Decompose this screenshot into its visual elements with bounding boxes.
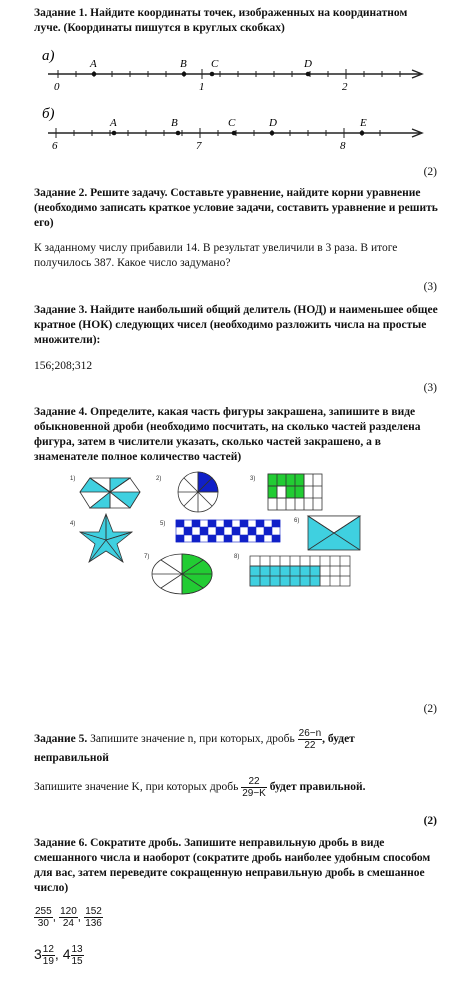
svg-text:1: 1	[199, 81, 205, 93]
fraction-2: $\frac{120}{24}$	[60, 906, 77, 929]
mixed-1-whole: 3	[34, 946, 42, 963]
point-a	[92, 72, 97, 77]
svg-text:2: 2	[342, 81, 348, 93]
svg-text:0: 0	[54, 81, 60, 93]
mixed-2-whole: 4	[62, 946, 71, 963]
fraction-3: $\frac{152}{136}$	[85, 906, 102, 929]
figure-8-grid	[250, 556, 350, 586]
fraction-figures	[68, 470, 364, 598]
point-c	[210, 72, 215, 77]
svg-text:2): 2)	[156, 476, 162, 482]
mixed-1-frac: $\frac{12}{19}$	[42, 944, 54, 967]
svg-text:E: E	[360, 117, 367, 129]
figure-2-circle	[178, 472, 218, 512]
svg-text:8: 8	[340, 140, 346, 152]
svg-text:7): 7)	[144, 554, 150, 560]
svg-text:D: D	[269, 117, 277, 129]
task3-title: Задание 3. Найдите наибольший общий делитель (НОД) и наименьшее общее кратное (НОК) следующих чисел (необходимо разложить числа на простые множители):	[34, 304, 438, 346]
svg-text:6: 6	[52, 140, 58, 152]
svg-text:C: C	[228, 117, 236, 129]
figure-3-grid	[268, 474, 322, 510]
task5-line1: Задание 5. Запишите значение n, при которых, дробь $\frac{26-n}{22}$ , будет неправильной	[34, 728, 355, 764]
mixed-2-frac: $\frac{13}{15}$	[71, 944, 83, 967]
task4-score: (2)	[423, 703, 437, 715]
task3-score: (3)	[423, 382, 437, 394]
task5-line1-tail: неправильной	[34, 752, 109, 764]
svg-text:1): 1)	[70, 476, 76, 482]
svg-text:A: A	[90, 58, 97, 70]
svg-text:C: C	[211, 58, 219, 70]
point-d	[306, 72, 311, 77]
task5-title: Задание 5.	[34, 733, 88, 746]
figure-6-envelope	[308, 516, 360, 550]
task4-title: Задание 4. Определите, какая часть фигуры закрашена, запишите в виде обыкновенной дроби (необходимо посчитать, на сколько частей разделена фигура, затем в числители указать, сколько частей закрашено, а в знаменателе полное количество частей)	[34, 406, 421, 463]
task6-title: Задание 6. Сократите дробь. Запишите неправильную дробь в виде смешанного числа и наоборот (сократите дробь наиболее удобным способом для вас, затем переведите сокращенную неправильную дробь в смешанное число)	[34, 837, 431, 894]
svg-text:4): 4)	[70, 521, 76, 527]
point-b	[182, 72, 187, 77]
fraction-1: $\frac{255}{30}$	[35, 906, 52, 929]
task2-score: (3)	[423, 281, 437, 293]
ray-b-label: б)	[42, 106, 55, 122]
task1-title: Задание 1. Найдите координаты точек, изображенных на координатном луче. (Координаты пишутся в круглых скобках)	[34, 7, 408, 34]
svg-text:8): 8)	[234, 554, 240, 560]
task6-mixed: 3 $\frac{12}{19}$ , 4 $\frac{13}{15}$	[34, 944, 83, 967]
task5-score: (2)	[423, 815, 437, 827]
svg-text:B: B	[180, 58, 187, 70]
figure-4-star	[80, 514, 132, 562]
task5-line1-text: Запишите значение n, при которых, дробь	[90, 733, 295, 746]
task6-fractions: $\frac{255}{30}$ , $\frac{120}{24}$ , $\frac{152}{136}$	[35, 906, 102, 929]
figure-7-oval	[152, 554, 212, 594]
task5-line2: Запишите значение K, при которых дробь $\frac{22}{29-K}$ будет правильной.	[34, 776, 366, 799]
svg-text:D: D	[304, 58, 312, 70]
fraction-n: $\frac{26-n}{22}$	[298, 728, 322, 751]
svg-text:3): 3)	[250, 476, 256, 482]
svg-text:6): 6)	[294, 518, 300, 524]
fraction-k: $\frac{22}{29-K}$	[242, 776, 266, 799]
task2-text: К заданному числу прибавили 14. В результат увеличили в 3 раза. В итоге получилось 387. Какое число задумано?	[34, 242, 398, 269]
number-rays	[40, 46, 430, 156]
svg-text:7: 7	[196, 140, 202, 152]
svg-text:5): 5)	[160, 521, 166, 527]
task1-score: (2)	[423, 166, 437, 178]
ray-a-label: а)	[42, 48, 55, 64]
svg-text:A: A	[110, 117, 117, 129]
task2-title: Задание 2. Решите задачу. Составьте уравнение, найдите корни уравнение (необходимо записать краткое условие задачи, составить уравнение и решить его)	[34, 187, 438, 229]
task3-numbers: 156;208;312	[34, 360, 93, 372]
svg-text:B: B	[171, 117, 178, 129]
figure-5-strip	[176, 520, 280, 542]
figure-1-hexagon	[80, 478, 140, 508]
